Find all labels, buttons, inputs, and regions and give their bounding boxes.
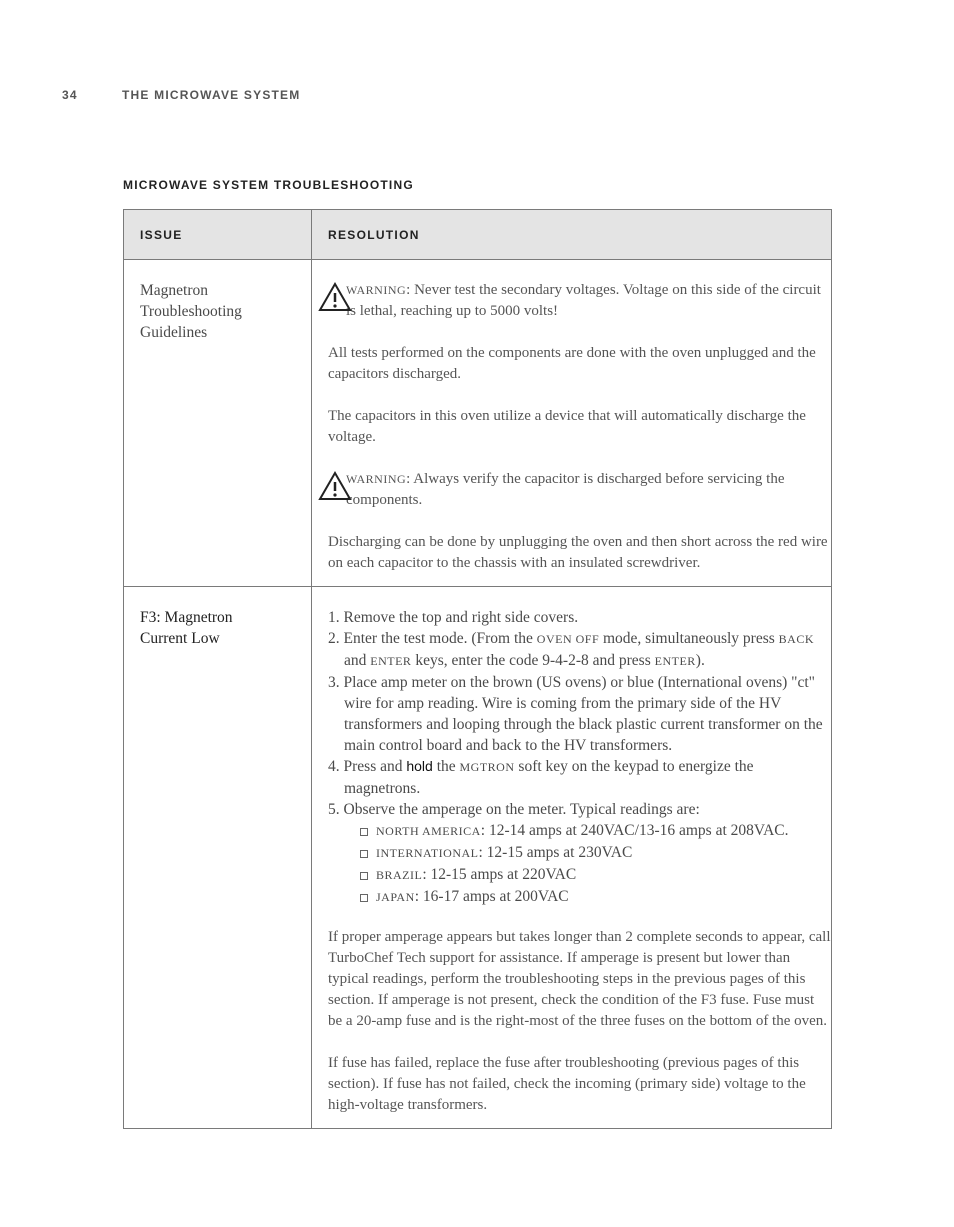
key-name: BACK: [778, 632, 814, 646]
warning-triangle-icon: [318, 282, 352, 312]
resolution-cell: [312, 587, 832, 1129]
table-row: [124, 260, 832, 587]
column-header-resolution: RESOLUTION: [312, 210, 832, 260]
warning-label: WARNING: [346, 472, 407, 486]
list-item: [328, 799, 831, 908]
troubleshooting-table: [123, 209, 832, 1129]
checkbox-bullet-icon: [360, 872, 368, 880]
warning-text: : Never test the secondary voltages. Voltage on this side of the circuit is lethal, reaching up to 5000 volts!: [346, 282, 821, 319]
list-item: 1. Remove the top and right side covers.: [328, 609, 579, 626]
warning-note: [318, 280, 831, 322]
step-text: and: [344, 652, 371, 669]
reading-value: : 12-15 amps at 220VAC: [422, 866, 577, 883]
paragraph: The capacitors in this oven utilize a device that will automatically discharge the voltage.: [328, 408, 806, 445]
region-label: BRAZIL: [376, 868, 423, 882]
step-text: 2. Enter the test mode. (From the: [328, 630, 537, 647]
step-text: soft key on the keypad to energize the magnetrons.: [344, 758, 754, 797]
reading-value: : 16-17 amps at 200VAC: [414, 888, 569, 905]
checkbox-bullet-icon: [360, 828, 368, 836]
issue-text-line: Current Low: [140, 630, 220, 647]
step-text: mode, simultaneously press: [599, 630, 779, 647]
reading-item: [360, 864, 831, 886]
hold-emphasis: hold: [406, 758, 433, 774]
checkbox-bullet-icon: [360, 850, 368, 858]
issue-text-line: F3: Magnetron: [140, 609, 233, 626]
step-text: 5. Observe the amperage on the meter. Typical readings are:: [328, 801, 700, 818]
warning-note: [318, 469, 831, 511]
region-label: NORTH AMERICA: [376, 824, 481, 838]
table-header-row: [124, 210, 832, 260]
checkbox-bullet-icon: [360, 894, 368, 902]
readings-list: [344, 820, 831, 908]
key-name: ENTER: [654, 654, 696, 668]
region-label: JAPAN: [376, 890, 415, 904]
reading-item: [360, 820, 831, 842]
warning-text: : Always verify the capacitor is discharged before servicing the components.: [346, 471, 785, 508]
step-text: the: [432, 758, 460, 775]
issue-cell: [124, 260, 312, 587]
step-text: ).: [695, 652, 705, 669]
reading-value: : 12-15 amps at 230VAC: [478, 844, 633, 861]
reading-value: : 12-14 amps at 240VAC/13-16 amps at 208VAC.: [480, 822, 789, 839]
list-item: 3. Place amp meter on the brown (US ovens) or blue (International ovens) "ct" wire for amp reading. Wire is coming from the primary side of the HV transformers and looping through the black plastic current transformer on the main control board and back to the HV transformers.: [328, 674, 823, 754]
paragraph: If fuse has failed, replace the fuse after troubleshooting (previous pages of this section). If fuse has not failed, check the incoming (primary side) voltage to the high-voltage transformers.: [328, 1055, 806, 1113]
list-item: [328, 756, 831, 799]
region-label: INTERNATIONAL: [376, 846, 479, 860]
issue-cell: [124, 587, 312, 1129]
table-row: [124, 587, 832, 1129]
page-number: 34: [62, 88, 78, 102]
paragraph: If proper amperage appears but takes longer than 2 complete seconds to appear, call TurboChef Tech support for assistance. If amperage is present but lower than typical readings, perform the troubleshooting steps in the previous pages of this section. If amperage is not present, check the condition of the F3 fuse. Fuse must be a 20-amp fuse and is the right-most of the three fuses on the bottom of the oven.: [328, 929, 831, 1029]
issue-text: Magnetron Troubleshooting Guidelines: [140, 282, 242, 341]
key-name: ENTER: [370, 654, 412, 668]
running-head: THE MICROWAVE SYSTEM: [122, 88, 301, 102]
step-text: keys, enter the code 9-4-2-8 and press: [411, 652, 655, 669]
steps-list: [328, 607, 831, 908]
running-header: [62, 88, 300, 102]
warning-label: WARNING: [346, 283, 407, 297]
resolution-cell: [312, 260, 832, 587]
column-header-issue: ISSUE: [124, 210, 312, 260]
reading-item: [360, 842, 831, 864]
reading-item: [360, 886, 831, 908]
list-item: [328, 628, 831, 672]
key-name: MGTRON: [459, 760, 515, 774]
paragraph: Discharging can be done by unplugging the oven and then short across the red wire on each capacitor to the chassis with an insulated screwdriver.: [328, 534, 828, 571]
paragraph: All tests performed on the components are done with the oven unplugged and the capacitors discharged.: [328, 345, 816, 382]
warning-triangle-icon: [318, 471, 352, 501]
step-text: 4. Press and: [328, 758, 407, 775]
key-name: OVEN OFF: [536, 632, 600, 646]
section-title: MICROWAVE SYSTEM TROUBLESHOOTING: [123, 178, 414, 192]
